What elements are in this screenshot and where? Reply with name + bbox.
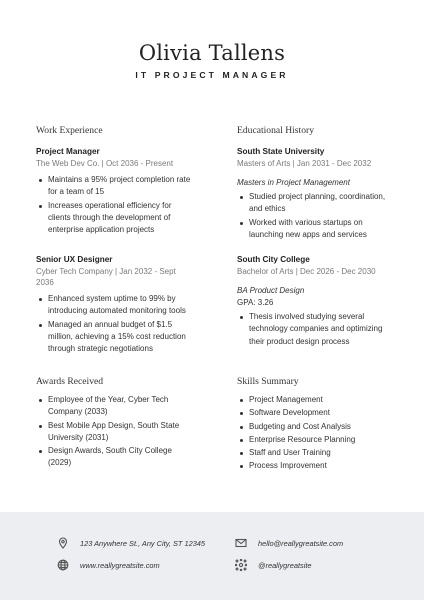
skills-list: [237, 394, 392, 473]
bullet-item: Managed an annual budget of $1.5 million, achieving a 15% cost reduction through strategic negotiations: [36, 319, 191, 356]
resume-header: [0, 41, 424, 80]
job-position: Project Manager: [36, 147, 100, 156]
job-bullets: [36, 174, 191, 236]
candidate-name: Olivia Tallens: [138, 41, 286, 65]
education-bullets: [237, 191, 392, 241]
contact-website[interactable]: [56, 558, 160, 572]
skill-item: Enterprise Resource Planning: [237, 434, 392, 446]
education-entry-2: [237, 254, 392, 349]
bullet-item: Thesis involved studying several technology companies and optimizing their product design process: [237, 311, 392, 348]
award-item: Employee of the Year, Cyber Tech Company (2033): [36, 394, 191, 419]
bullet-item: Increases operational efficiency for clients through the development of enterprise application projects: [36, 200, 191, 237]
skill-item: Software Development: [237, 407, 392, 419]
award-item: Design Awards, South City College (2029): [36, 445, 191, 470]
section-title-skills: Skills Summary: [237, 376, 299, 387]
school-name: South State University: [237, 147, 325, 156]
envelope-icon: [234, 536, 248, 550]
degree-field: BA Product Design: [237, 286, 305, 295]
website-text[interactable]: www.reallygreatsite.com: [80, 560, 160, 570]
location-pin-icon: [56, 536, 70, 550]
job-position: Senior UX Designer: [36, 255, 113, 264]
degree-meta: Masters of Arts | Jan 2031 - Dec 2032: [237, 159, 372, 168]
section-title-awards: Awards Received: [36, 376, 104, 387]
education-entry: [237, 146, 392, 241]
bullet-item: Worked with various startups on launching new apps and services: [237, 217, 392, 242]
work-experience-section: [36, 125, 191, 237]
skill-item: Budgeting and Cost Analysis: [237, 421, 392, 433]
degree-field: Masters in Project Management: [237, 178, 350, 187]
skill-item: Process Improvement: [237, 460, 392, 472]
contact-footer: [0, 512, 424, 600]
job-meta: The Web Dev Co. | Oct 2036 - Present: [36, 159, 174, 168]
section-title-work-experience: Work Experience: [36, 125, 103, 136]
candidate-role: IT PROJECT MANAGER: [135, 70, 289, 80]
education-bullets: [237, 311, 392, 348]
contact-email[interactable]: [234, 536, 343, 550]
work-entry: [36, 146, 191, 236]
gpa-line: GPA: 3.26: [237, 298, 274, 307]
degree-meta: Bachelor of Arts | Dec 2026 - Dec 2030: [237, 267, 376, 276]
address-text: 123 Anywhere St., Any City, ST 12345: [80, 538, 206, 548]
globe-icon: [56, 558, 70, 572]
bullet-item: Enhanced system uptime to 99% by introducing automated monitoring tools: [36, 293, 191, 318]
social-handle-text[interactable]: @reallygreatsite: [258, 560, 312, 570]
work-entry-2: [36, 254, 191, 356]
education-section: [237, 125, 392, 242]
awards-list: [36, 394, 191, 470]
job-bullets: [36, 293, 191, 355]
skill-item: Staff and User Training: [237, 447, 392, 459]
bullet-item: Maintains a 95% project completion rate for a team of 15: [36, 174, 191, 199]
award-item: Best Mobile App Design, South State University (2031): [36, 420, 191, 445]
at-network-icon: [234, 558, 248, 572]
section-title-education: Educational History: [237, 125, 314, 136]
bullet-item: Studied project planning, coordination, and ethics: [237, 191, 392, 216]
job-meta: Cyber Tech Company | Jan 2032 - Sept 2036: [36, 267, 176, 287]
skills-section: [237, 376, 392, 474]
awards-section: [36, 376, 191, 471]
email-text[interactable]: hello@reallygreatsite.com: [258, 538, 344, 548]
contact-social[interactable]: [234, 558, 312, 572]
skill-item: Project Management: [237, 394, 392, 406]
contact-address: [56, 536, 205, 550]
school-name: South City College: [237, 255, 310, 264]
